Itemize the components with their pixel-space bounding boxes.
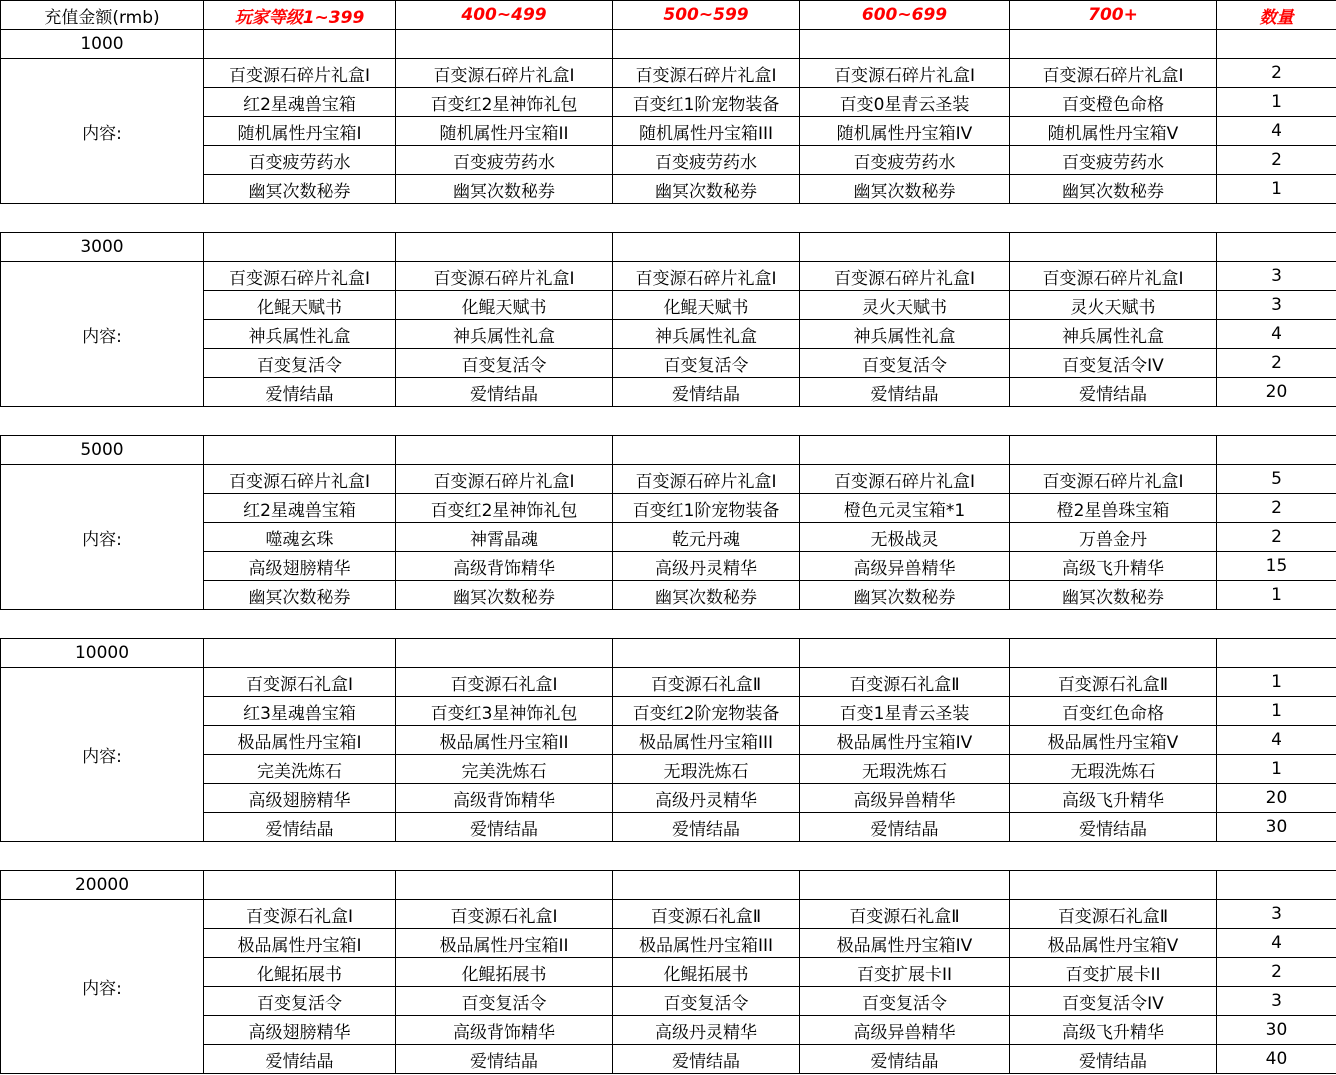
qty-cell[interactable]: 4 [1217, 726, 1336, 755]
item-cell[interactable]: 百变红1阶宠物装备 [613, 88, 800, 117]
item-cell[interactable]: 灵火天赋书 [800, 291, 1010, 320]
qty-cell[interactable]: 5 [1217, 465, 1336, 494]
item-cell[interactable]: 神兵属性礼盒 [204, 320, 396, 349]
item-cell[interactable]: 百变疲劳药水 [396, 146, 613, 175]
item-cell[interactable]: 百变源石碎片礼盒Ⅰ [800, 465, 1010, 494]
amount-row [1, 30, 1336, 59]
item-cell[interactable]: 高级丹灵精华 [613, 552, 800, 581]
qty-cell[interactable]: 20 [1217, 784, 1336, 813]
empty-cell[interactable] [1217, 871, 1336, 900]
item-cell[interactable]: 神兵属性礼盒 [800, 320, 1010, 349]
qty-cell[interactable]: 20 [1217, 378, 1336, 407]
item-cell[interactable]: 乾元丹魂 [613, 523, 800, 552]
empty-cell[interactable] [800, 30, 1010, 59]
empty-cell[interactable] [204, 871, 396, 900]
empty-cell[interactable] [1217, 639, 1336, 668]
header-qty-cell[interactable]: 数量 [1217, 1, 1336, 30]
item-cell[interactable]: 爱情结晶 [396, 1045, 613, 1074]
item-cell[interactable]: 百变复活令 [800, 987, 1010, 1016]
header-level-cell[interactable]: 600~699 [800, 1, 1010, 30]
item-cell[interactable]: 化鲲天赋书 [396, 291, 613, 320]
empty-cell[interactable] [1010, 233, 1217, 262]
item-cell[interactable]: 百变红1阶宠物装备 [613, 494, 800, 523]
qty-cell[interactable]: 1 [1217, 581, 1336, 610]
item-cell[interactable]: 幽冥次数秘券 [204, 581, 396, 610]
qty-cell[interactable]: 30 [1217, 813, 1336, 842]
item-cell[interactable]: 幽冥次数秘券 [396, 175, 613, 204]
item-cell[interactable]: 神兵属性礼盒 [396, 320, 613, 349]
item-cell[interactable]: 无瑕洗炼石 [613, 755, 800, 784]
header-level-cell[interactable]: 500~599 [613, 1, 800, 30]
item-cell[interactable]: 百变源石碎片礼盒Ⅰ [800, 262, 1010, 291]
item-cell[interactable]: 幽冥次数秘券 [1010, 581, 1217, 610]
empty-cell[interactable] [396, 639, 613, 668]
item-cell[interactable]: 神兵属性礼盒 [1010, 320, 1217, 349]
item-cell[interactable]: 随机属性丹宝箱II [396, 117, 613, 146]
item-cell[interactable]: 幽冥次数秘券 [1010, 175, 1217, 204]
header-level-cell[interactable]: 700+ [1010, 1, 1217, 30]
item-cell[interactable]: 百变源石礼盒Ⅰ [396, 900, 613, 929]
content-label-cell[interactable]: 内容: [1, 262, 204, 407]
content-label-cell[interactable]: 内容: [1, 668, 204, 842]
item-cell[interactable]: 高级背饰精华 [396, 1016, 613, 1045]
item-cell[interactable]: 随机属性丹宝箱III [613, 117, 800, 146]
item-cell[interactable]: 百变源石礼盒Ⅱ [1010, 668, 1217, 697]
header-row [1, 1, 1336, 30]
item-cell[interactable]: 百变源石礼盒Ⅱ [613, 900, 800, 929]
empty-cell[interactable] [613, 30, 800, 59]
item-cell[interactable]: 红2星魂兽宝箱 [204, 494, 396, 523]
spacer-row [1, 407, 1336, 436]
item-cell[interactable]: 化鲲天赋书 [613, 291, 800, 320]
item-cell[interactable]: 高级翅膀精华 [204, 552, 396, 581]
item-cell[interactable]: 百变源石碎片礼盒Ⅰ [1010, 262, 1217, 291]
qty-cell[interactable]: 1 [1217, 697, 1336, 726]
item-cell[interactable]: 百变红3星神饰礼包 [396, 697, 613, 726]
item-cell[interactable]: 高级异兽精华 [800, 784, 1010, 813]
table-row [1, 59, 1336, 88]
item-cell[interactable]: 爱情结晶 [1010, 813, 1217, 842]
empty-cell[interactable] [204, 639, 396, 668]
item-cell[interactable]: 高级翅膀精华 [204, 784, 396, 813]
empty-cell[interactable] [1010, 436, 1217, 465]
item-cell[interactable]: 百变扩展卡II [800, 958, 1010, 987]
empty-cell[interactable] [204, 233, 396, 262]
item-cell[interactable]: 橙2星兽珠宝箱 [1010, 494, 1217, 523]
qty-cell[interactable]: 1 [1217, 175, 1336, 204]
item-cell[interactable]: 百变源石礼盒Ⅰ [204, 668, 396, 697]
item-cell[interactable]: 化鲲天赋书 [204, 291, 396, 320]
empty-cell[interactable] [1217, 233, 1336, 262]
item-cell[interactable]: 化鲲拓展书 [396, 958, 613, 987]
item-cell[interactable]: 高级翅膀精华 [204, 1016, 396, 1045]
item-cell[interactable]: 爱情结晶 [396, 813, 613, 842]
item-cell[interactable]: 百变红2星神饰礼包 [396, 494, 613, 523]
item-cell[interactable]: 极品属性丹宝箱I [204, 929, 396, 958]
item-cell[interactable]: 极品属性丹宝箱V [1010, 929, 1217, 958]
empty-cell[interactable] [396, 233, 613, 262]
item-cell[interactable]: 百变红色命格 [1010, 697, 1217, 726]
item-cell[interactable]: 高级飞升精华 [1010, 552, 1217, 581]
empty-cell[interactable] [800, 639, 1010, 668]
item-cell[interactable]: 百变复活令 [204, 987, 396, 1016]
item-cell[interactable]: 百变源石碎片礼盒Ⅰ [204, 59, 396, 88]
header-level-cell[interactable]: 玩家等级1~399 [204, 1, 396, 30]
item-cell[interactable]: 爱情结晶 [396, 378, 613, 407]
item-cell[interactable]: 极品属性丹宝箱IV [800, 929, 1010, 958]
empty-cell[interactable] [204, 436, 396, 465]
qty-cell[interactable]: 4 [1217, 929, 1336, 958]
item-cell[interactable]: 极品属性丹宝箱III [613, 726, 800, 755]
item-cell[interactable]: 随机属性丹宝箱I [204, 117, 396, 146]
item-cell[interactable]: 极品属性丹宝箱V [1010, 726, 1217, 755]
qty-cell[interactable]: 1 [1217, 755, 1336, 784]
empty-cell[interactable] [1010, 639, 1217, 668]
item-cell[interactable]: 爱情结晶 [1010, 378, 1217, 407]
item-cell[interactable]: 幽冥次数秘券 [800, 581, 1010, 610]
item-cell[interactable]: 爱情结晶 [613, 378, 800, 407]
item-cell[interactable]: 无极战灵 [800, 523, 1010, 552]
qty-cell[interactable]: 15 [1217, 552, 1336, 581]
item-cell[interactable]: 幽冥次数秘券 [613, 175, 800, 204]
item-cell[interactable]: 百变疲劳药水 [800, 146, 1010, 175]
qty-cell[interactable]: 3 [1217, 987, 1336, 1016]
spacer-row [1, 842, 1336, 871]
item-cell[interactable]: 百变0星青云圣装 [800, 88, 1010, 117]
item-cell[interactable]: 爱情结晶 [204, 813, 396, 842]
item-cell[interactable]: 噬魂玄珠 [204, 523, 396, 552]
item-cell[interactable]: 随机属性丹宝箱V [1010, 117, 1217, 146]
item-cell[interactable]: 高级飞升精华 [1010, 784, 1217, 813]
item-cell[interactable]: 百变源石礼盒Ⅰ [396, 668, 613, 697]
item-cell[interactable]: 百变源石碎片礼盒Ⅰ [204, 465, 396, 494]
amount-cell[interactable]: 10000 [1, 639, 204, 668]
empty-cell[interactable] [800, 233, 1010, 262]
amount-cell[interactable]: 3000 [1, 233, 204, 262]
item-cell[interactable]: 百变复活令 [396, 349, 613, 378]
item-cell[interactable]: 百变源石碎片礼盒Ⅰ [396, 465, 613, 494]
item-cell[interactable]: 化鲲拓展书 [204, 958, 396, 987]
item-cell[interactable]: 极品属性丹宝箱IV [800, 726, 1010, 755]
spacer-cell [1, 407, 1336, 436]
item-cell[interactable]: 爱情结晶 [204, 378, 396, 407]
item-cell[interactable]: 百变源石碎片礼盒Ⅰ [613, 59, 800, 88]
qty-cell[interactable]: 3 [1217, 291, 1336, 320]
item-cell[interactable]: 极品属性丹宝箱II [396, 929, 613, 958]
table-body [1, 1, 1336, 1074]
item-cell[interactable]: 高级异兽精华 [800, 552, 1010, 581]
empty-cell[interactable] [396, 871, 613, 900]
item-cell[interactable]: 百变复活令 [204, 349, 396, 378]
amount-cell[interactable]: 1000 [1, 30, 204, 59]
item-cell[interactable]: 橙色元灵宝箱*1 [800, 494, 1010, 523]
amount-row [1, 436, 1336, 465]
item-cell[interactable]: 百变复活令 [396, 987, 613, 1016]
qty-cell[interactable]: 2 [1217, 958, 1336, 987]
qty-cell[interactable]: 3 [1217, 262, 1336, 291]
qty-cell[interactable]: 1 [1217, 668, 1336, 697]
item-cell[interactable]: 百变源石礼盒Ⅱ [800, 668, 1010, 697]
empty-cell[interactable] [1217, 436, 1336, 465]
item-cell[interactable]: 百变橙色命格 [1010, 88, 1217, 117]
item-cell[interactable]: 幽冥次数秘券 [396, 581, 613, 610]
table-row [1, 900, 1336, 929]
qty-cell[interactable]: 2 [1217, 494, 1336, 523]
empty-cell[interactable] [613, 233, 800, 262]
item-cell[interactable]: 百变源石碎片礼盒Ⅰ [1010, 59, 1217, 88]
qty-cell[interactable]: 2 [1217, 349, 1336, 378]
item-cell[interactable]: 百变1星青云圣装 [800, 697, 1010, 726]
qty-cell[interactable]: 2 [1217, 146, 1336, 175]
qty-cell[interactable]: 2 [1217, 523, 1336, 552]
empty-cell[interactable] [1217, 30, 1336, 59]
spacer-row [1, 204, 1336, 233]
item-cell[interactable]: 百变扩展卡II [1010, 958, 1217, 987]
item-cell[interactable]: 完美洗炼石 [204, 755, 396, 784]
item-cell[interactable]: 爱情结晶 [1010, 1045, 1217, 1074]
item-cell[interactable]: 高级异兽精华 [800, 1016, 1010, 1045]
empty-cell[interactable] [1010, 30, 1217, 59]
item-cell[interactable]: 爱情结晶 [613, 1045, 800, 1074]
header-amount-cell[interactable]: 充值金额(rmb) [1, 1, 204, 30]
item-cell[interactable]: 百变复活令IV [1010, 987, 1217, 1016]
item-cell[interactable]: 百变疲劳药水 [204, 146, 396, 175]
table-row [1, 668, 1336, 697]
empty-cell[interactable] [613, 639, 800, 668]
item-cell[interactable]: 百变源石礼盒Ⅱ [800, 900, 1010, 929]
item-cell[interactable]: 爱情结晶 [613, 813, 800, 842]
item-cell[interactable]: 百变源石碎片礼盒Ⅰ [613, 262, 800, 291]
item-cell[interactable]: 百变红2星神饰礼包 [396, 88, 613, 117]
item-cell[interactable]: 神霄晶魂 [396, 523, 613, 552]
qty-cell[interactable]: 3 [1217, 900, 1336, 929]
item-cell[interactable]: 百变复活令 [800, 349, 1010, 378]
spacer-cell [1, 610, 1336, 639]
item-cell[interactable]: 百变复活令IV [1010, 349, 1217, 378]
item-cell[interactable]: 极品属性丹宝箱III [613, 929, 800, 958]
item-cell[interactable]: 化鲲拓展书 [613, 958, 800, 987]
item-cell[interactable]: 幽冥次数秘券 [800, 175, 1010, 204]
amount-row [1, 871, 1336, 900]
item-cell[interactable]: 百变红2阶宠物装备 [613, 697, 800, 726]
item-cell[interactable]: 极品属性丹宝箱I [204, 726, 396, 755]
empty-cell[interactable] [204, 30, 396, 59]
amount-cell[interactable]: 20000 [1, 871, 204, 900]
item-cell[interactable]: 高级背饰精华 [396, 552, 613, 581]
item-cell[interactable]: 万兽金丹 [1010, 523, 1217, 552]
item-cell[interactable]: 百变疲劳药水 [613, 146, 800, 175]
content-label-cell[interactable]: 内容: [1, 900, 204, 1074]
empty-cell[interactable] [613, 436, 800, 465]
table-row [1, 262, 1336, 291]
item-cell[interactable]: 百变源石礼盒Ⅱ [613, 668, 800, 697]
item-cell[interactable]: 幽冥次数秘券 [613, 581, 800, 610]
header-level-cell[interactable]: 400~499 [396, 1, 613, 30]
item-cell[interactable]: 百变源石碎片礼盒Ⅰ [1010, 465, 1217, 494]
item-cell[interactable]: 极品属性丹宝箱II [396, 726, 613, 755]
qty-cell[interactable]: 4 [1217, 117, 1336, 146]
item-cell[interactable]: 百变源石碎片礼盒Ⅰ [204, 262, 396, 291]
item-cell[interactable]: 高级背饰精华 [396, 784, 613, 813]
amount-cell[interactable]: 5000 [1, 436, 204, 465]
item-cell[interactable]: 百变源石礼盒Ⅱ [1010, 900, 1217, 929]
table-row [1, 465, 1336, 494]
item-cell[interactable]: 百变源石碎片礼盒Ⅰ [396, 262, 613, 291]
amount-row [1, 639, 1336, 668]
qty-cell[interactable]: 30 [1217, 1016, 1336, 1045]
item-cell[interactable]: 百变源石碎片礼盒Ⅰ [613, 465, 800, 494]
item-cell[interactable]: 随机属性丹宝箱IV [800, 117, 1010, 146]
amount-row [1, 233, 1336, 262]
item-cell[interactable]: 爱情结晶 [800, 1045, 1010, 1074]
spacer-cell [1, 204, 1336, 233]
item-cell[interactable]: 高级丹灵精华 [613, 784, 800, 813]
spacer-row [1, 610, 1336, 639]
content-label-cell[interactable]: 内容: [1, 465, 204, 610]
item-cell[interactable]: 灵火天赋书 [1010, 291, 1217, 320]
qty-cell[interactable]: 4 [1217, 320, 1336, 349]
item-cell[interactable]: 无瑕洗炼石 [1010, 755, 1217, 784]
item-cell[interactable]: 无瑕洗炼石 [800, 755, 1010, 784]
empty-cell[interactable] [1010, 871, 1217, 900]
qty-cell[interactable]: 40 [1217, 1045, 1336, 1074]
item-cell[interactable]: 神兵属性礼盒 [613, 320, 800, 349]
empty-cell[interactable] [396, 30, 613, 59]
item-cell[interactable]: 百变复活令 [613, 349, 800, 378]
item-cell[interactable]: 百变复活令 [613, 987, 800, 1016]
item-cell[interactable]: 百变源石碎片礼盒Ⅰ [800, 59, 1010, 88]
item-cell[interactable]: 红3星魂兽宝箱 [204, 697, 396, 726]
item-cell[interactable]: 高级飞升精华 [1010, 1016, 1217, 1045]
empty-cell[interactable] [800, 871, 1010, 900]
empty-cell[interactable] [800, 436, 1010, 465]
item-cell[interactable]: 幽冥次数秘券 [204, 175, 396, 204]
item-cell[interactable]: 百变疲劳药水 [1010, 146, 1217, 175]
item-cell[interactable]: 高级丹灵精华 [613, 1016, 800, 1045]
item-cell[interactable]: 红2星魂兽宝箱 [204, 88, 396, 117]
content-label-cell[interactable]: 内容: [1, 59, 204, 204]
spacer-cell [1, 842, 1336, 871]
item-cell[interactable]: 爱情结晶 [800, 813, 1010, 842]
qty-cell[interactable]: 2 [1217, 59, 1336, 88]
empty-cell[interactable] [613, 871, 800, 900]
qty-cell[interactable]: 1 [1217, 88, 1336, 117]
item-cell[interactable]: 百变源石礼盒Ⅰ [204, 900, 396, 929]
item-cell[interactable]: 爱情结晶 [204, 1045, 396, 1074]
item-cell[interactable]: 完美洗炼石 [396, 755, 613, 784]
item-cell[interactable]: 百变源石碎片礼盒Ⅰ [396, 59, 613, 88]
item-cell[interactable]: 爱情结晶 [800, 378, 1010, 407]
empty-cell[interactable] [396, 436, 613, 465]
